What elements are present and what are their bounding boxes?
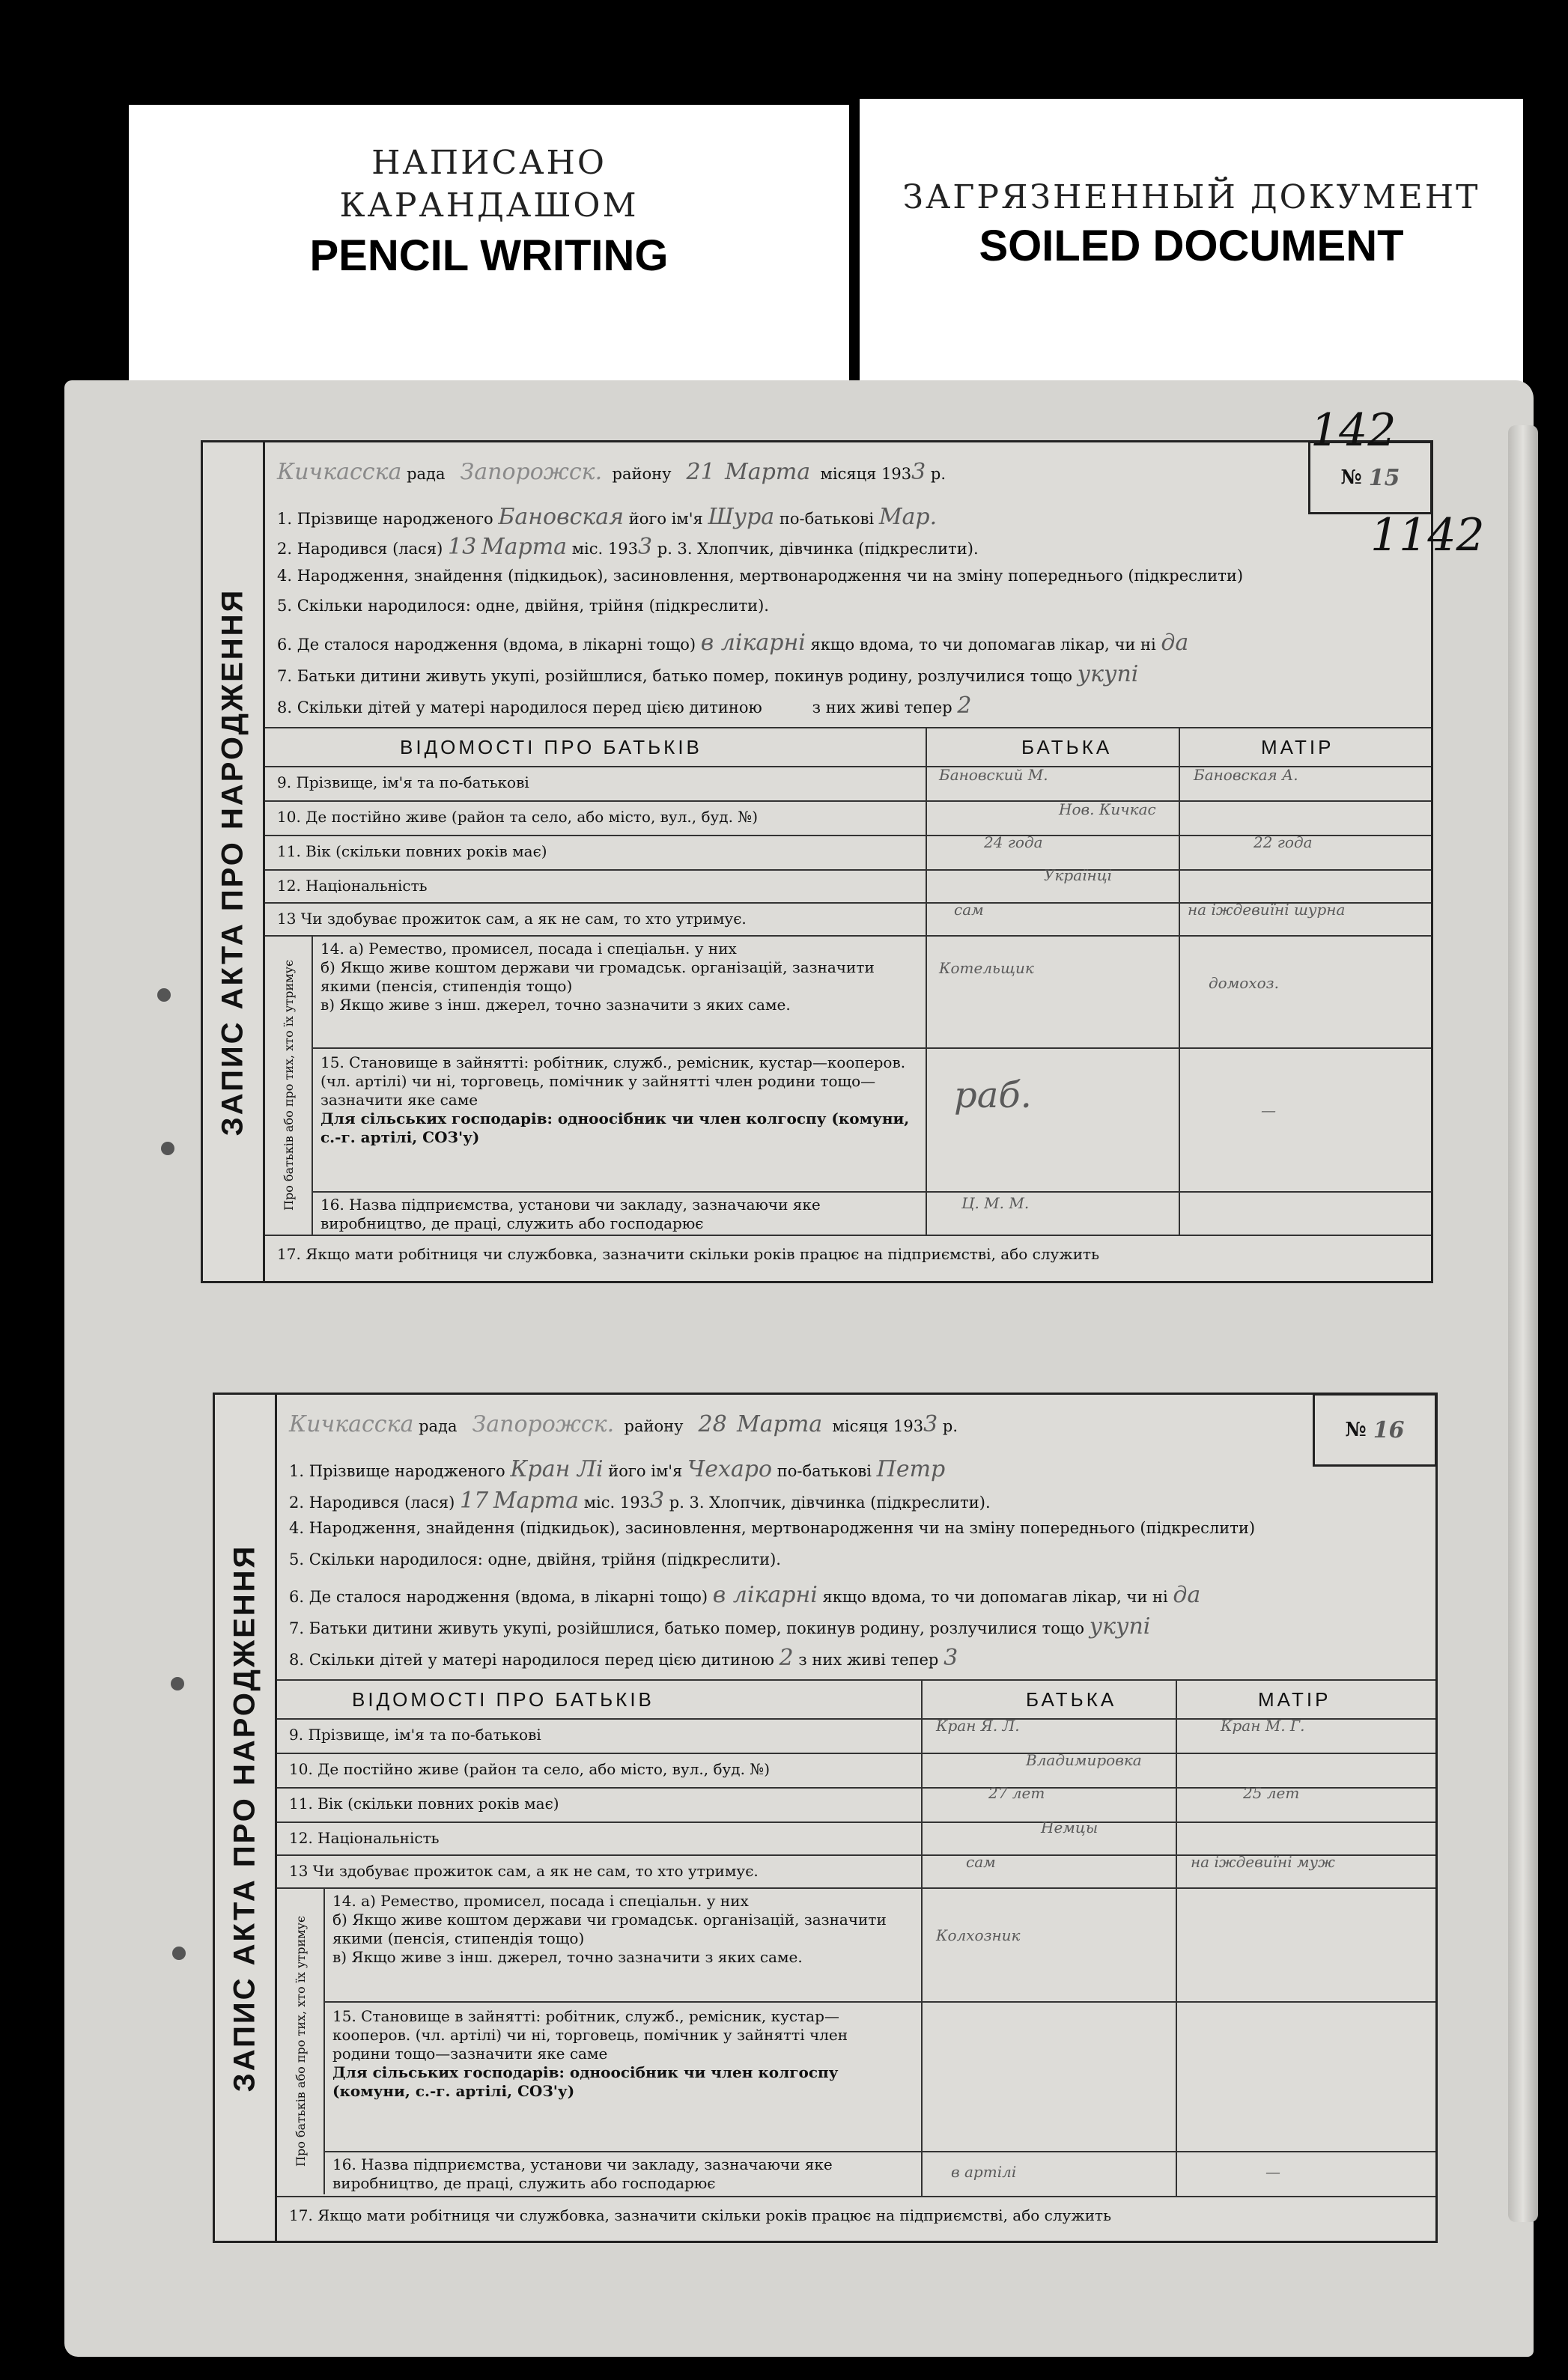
mother-age: 22 года	[1254, 833, 1313, 851]
field-1: 1. Прізвище народженого Кран Лі його ім'я Чехаро по-батькові Петр	[289, 1456, 946, 1482]
mother-support: на іждевиїні шурна	[1188, 901, 1346, 919]
mother-support: на іждевиїні муж	[1191, 1853, 1335, 1871]
registration-line: Кичкасска рада Запорожск. району 21 Марта місяця 1933 р.	[277, 459, 946, 485]
row-17-label: 17. Якщо мати робітниця чи службовка, зазначити скільки років працює на підприємстві, або служить	[289, 2206, 1111, 2224]
parents-side-label: Про батьків або про тих, хто їх утримує	[265, 935, 313, 1235]
card-text-ru: ЗАГРЯЗНЕННЫЙ ДОКУМЕНТ	[902, 178, 1480, 216]
row-13-label: 13 Чи здобуває прожиток сам, а як не сам, то хто утримує.	[277, 910, 747, 928]
father-name: Бановский М.	[939, 766, 1048, 784]
mother-age: 25 лет	[1243, 1784, 1300, 1802]
archive-side-stamp: 1142	[1370, 509, 1485, 561]
row-17-label: 17. Якщо мати робітниця чи службовка, зазначити скільки років працює на підприємстві, або служить	[277, 1245, 1099, 1263]
row-9-label: 9. Прізвище, ім'я та по-батькові	[277, 773, 529, 791]
field-2: 2. Народився (лася) 17 Марта міс. 1933 р. 3. Хлопчик, дівчинка (підкреслити).	[289, 1488, 991, 1514]
father-organization: Ц. М. М.	[961, 1194, 1030, 1212]
field-1: 1. Прізвище народженого Бановская його ім'я Шура по-батькові Мар.	[277, 504, 938, 530]
mother-header: МАТІР	[1258, 1688, 1331, 1711]
row-14-label: 14. а) Ремество, промисел, посада і спеціальн. у них б) Якщо живе коштом держави чи громадськ. організацій, зазначити якими (пенсія, стипендія тощо) в) Якщо живе з інш. джерел, точно зазначити з яких саме.	[332, 1892, 887, 1966]
birth-record-2	[213, 1393, 1438, 2243]
father-status: раб.	[954, 1074, 1032, 1116]
card-text-en: SOILED DOCUMENT	[979, 222, 1404, 270]
parents-header: ВІДОМОСТІ ПРО БАТЬКІВ	[400, 736, 702, 758]
card-text-ru-2: КАРАНДАШОМ	[339, 186, 639, 225]
father-job: Колхозник	[936, 1926, 1021, 1944]
registration-line: Кичкасска рада Запорожск. району 28 Марта місяця 1933 р.	[289, 1411, 958, 1437]
mother-organization: —	[1265, 2163, 1280, 2181]
father-header: БАТЬКА	[1021, 736, 1113, 758]
archive-number-stamp: 142	[1310, 404, 1397, 457]
field-8: 8. Скільки дітей у матері народилося перед цією дитиною 2 з них живі тепер 3	[289, 1645, 958, 1671]
father-organization: в артілі	[951, 2163, 1017, 2181]
field-2: 2. Народився (лася) 13 Марта міс. 1933 р. 3. Хлопчик, дівчинка (підкреслити).	[277, 534, 979, 560]
record-side-title: ЗАПИС АКТА ПРО НАРОДЖЕННЯ	[203, 442, 265, 1281]
mother-header: МАТІР	[1261, 736, 1334, 758]
row-12-label: 12. Національність	[289, 1829, 440, 1847]
mother-name: Кран М. Г.	[1221, 1717, 1305, 1735]
punch-hole	[157, 988, 171, 1002]
field-4: 4. Народження, знайдення (підкидьок), засиновлення, мертвонародження чи на зміну попереднього (підкреслити)	[289, 1519, 1256, 1537]
row-16-label: 16. Назва підприємства, установи чи закладу, зазначаючи яке виробництво, де праці, служить або господарює	[320, 1196, 821, 1232]
father-job: Котельщик	[939, 959, 1034, 977]
row-16-label: 16. Назва підприємства, установи чи закладу, зазначаючи яке виробництво, де праці, служить або господарює	[332, 2155, 833, 2192]
father-support: сам	[954, 901, 984, 919]
row-12-label: 12. Національність	[277, 877, 428, 895]
punch-hole	[161, 1142, 174, 1155]
card-text-ru-1: НАПИСАНО	[371, 144, 607, 182]
field-4: 4. Народження, знайдення (підкидьок), засиновлення, мертвонародження чи на зміну попереднього (підкреслити)	[277, 567, 1244, 585]
father-support: сам	[966, 1853, 996, 1871]
row-15-label: 15. Становище в зайнятті: робітник, служб., ремісник, кустар—кооперов. (чл. артілі) чи ні, торговець, помічник у зайнятті член родини тощо—зазначити яке саме Для сільських господарів: одноосібник чи член колгоспу (комуни, с.-г. артілі, СОЗ'у)	[320, 1053, 910, 1146]
parents-side-label: Про батьків або про тих, хто їх утримує	[277, 1887, 325, 2194]
father-address: Нов. Кичкас	[1059, 800, 1156, 818]
father-age: 24 года	[984, 833, 1043, 851]
field-7: 7. Батьки дитини живуть укупі, розійшлися, батько помер, покинув родину, розлучилися тощо укупі	[289, 1613, 1151, 1640]
row-10-label: 10. Де постійно живе (район та село, або місто, вул., буд. №)	[289, 1760, 771, 1778]
record-side-title: ЗАПИС АКТА ПРО НАРОДЖЕННЯ	[215, 1395, 277, 2241]
father-age: 27 лет	[988, 1784, 1045, 1802]
nationality: Немцы	[1041, 1819, 1098, 1836]
field-7: 7. Батьки дитини живуть укупі, розійшлися, батько помер, покинув родину, розлучилися тощо укупі	[277, 661, 1139, 687]
mother-job: домохоз.	[1209, 974, 1279, 992]
birth-record-1	[201, 440, 1433, 1283]
father-name: Кран Я. Л.	[936, 1717, 1020, 1735]
field-8: 8. Скільки дітей у матері народилося перед цією дитиною з них живі тепер 2	[277, 693, 972, 719]
row-11-label: 11. Вік (скільки повних років має)	[289, 1795, 559, 1813]
field-6: 6. Де сталося народження (вдома, в лікарні тощо) в лікарні якщо вдома, то чи допомагав лікар, чи ні да	[277, 630, 1189, 656]
pencil-writing-card	[129, 105, 849, 404]
soiled-document-card	[860, 99, 1523, 398]
field-5: 5. Скільки народилося: одне, двійня, трійня (підкреслити).	[277, 597, 769, 615]
row-15-label: 15. Становище в зайнятті: робітник, служб., ремісник, кустар—кооперов. (чл. артілі) чи ні, торговець, помічник у зайнятті член родини тощо—зазначити яке саме Для сільських господарів: одноосібник чи член колгоспу (комуни, с.-г. артілі, СОЗ'у)	[332, 2007, 848, 2100]
parents-header: ВІДОМОСТІ ПРО БАТЬКІВ	[352, 1688, 654, 1711]
row-13-label: 13 Чи здобуває прожиток сам, а як не сам, то хто утримує.	[289, 1862, 759, 1880]
record-number-box: № 16	[1313, 1393, 1437, 1467]
field-5: 5. Скільки народилося: одне, двійня, трійня (підкреслити).	[289, 1550, 781, 1568]
row-11-label: 11. Вік (скільки повних років має)	[277, 842, 547, 860]
father-header: БАТЬКА	[1026, 1688, 1117, 1711]
punch-hole	[172, 1947, 186, 1960]
nationality: Українці	[1044, 866, 1113, 884]
row-10-label: 10. Де постійно живе (район та село, або місто, вул., буд. №)	[277, 808, 759, 826]
field-6: 6. Де сталося народження (вдома, в лікарні тощо) в лікарні якщо вдома, то чи допомагав лікар, чи ні да	[289, 1582, 1201, 1608]
punch-hole	[171, 1677, 184, 1690]
row-14-label: 14. а) Ремество, промисел, посада і спеціальн. у них б) Якщо живе коштом держави чи громадськ. організацій, зазначити якими (пенсія, стипендія тощо) в) Якщо живе з інш. джерел, точно зазначити з яких саме.	[320, 940, 875, 1014]
record-number-box: № 15	[1308, 441, 1432, 514]
mother-status: —	[1261, 1101, 1276, 1119]
father-address: Владимировка	[1026, 1751, 1142, 1769]
mother-name: Бановская А.	[1194, 766, 1298, 784]
row-9-label: 9. Прізвище, ім'я та по-батькові	[289, 1726, 541, 1744]
card-text-en: PENCIL WRITING	[309, 231, 669, 280]
